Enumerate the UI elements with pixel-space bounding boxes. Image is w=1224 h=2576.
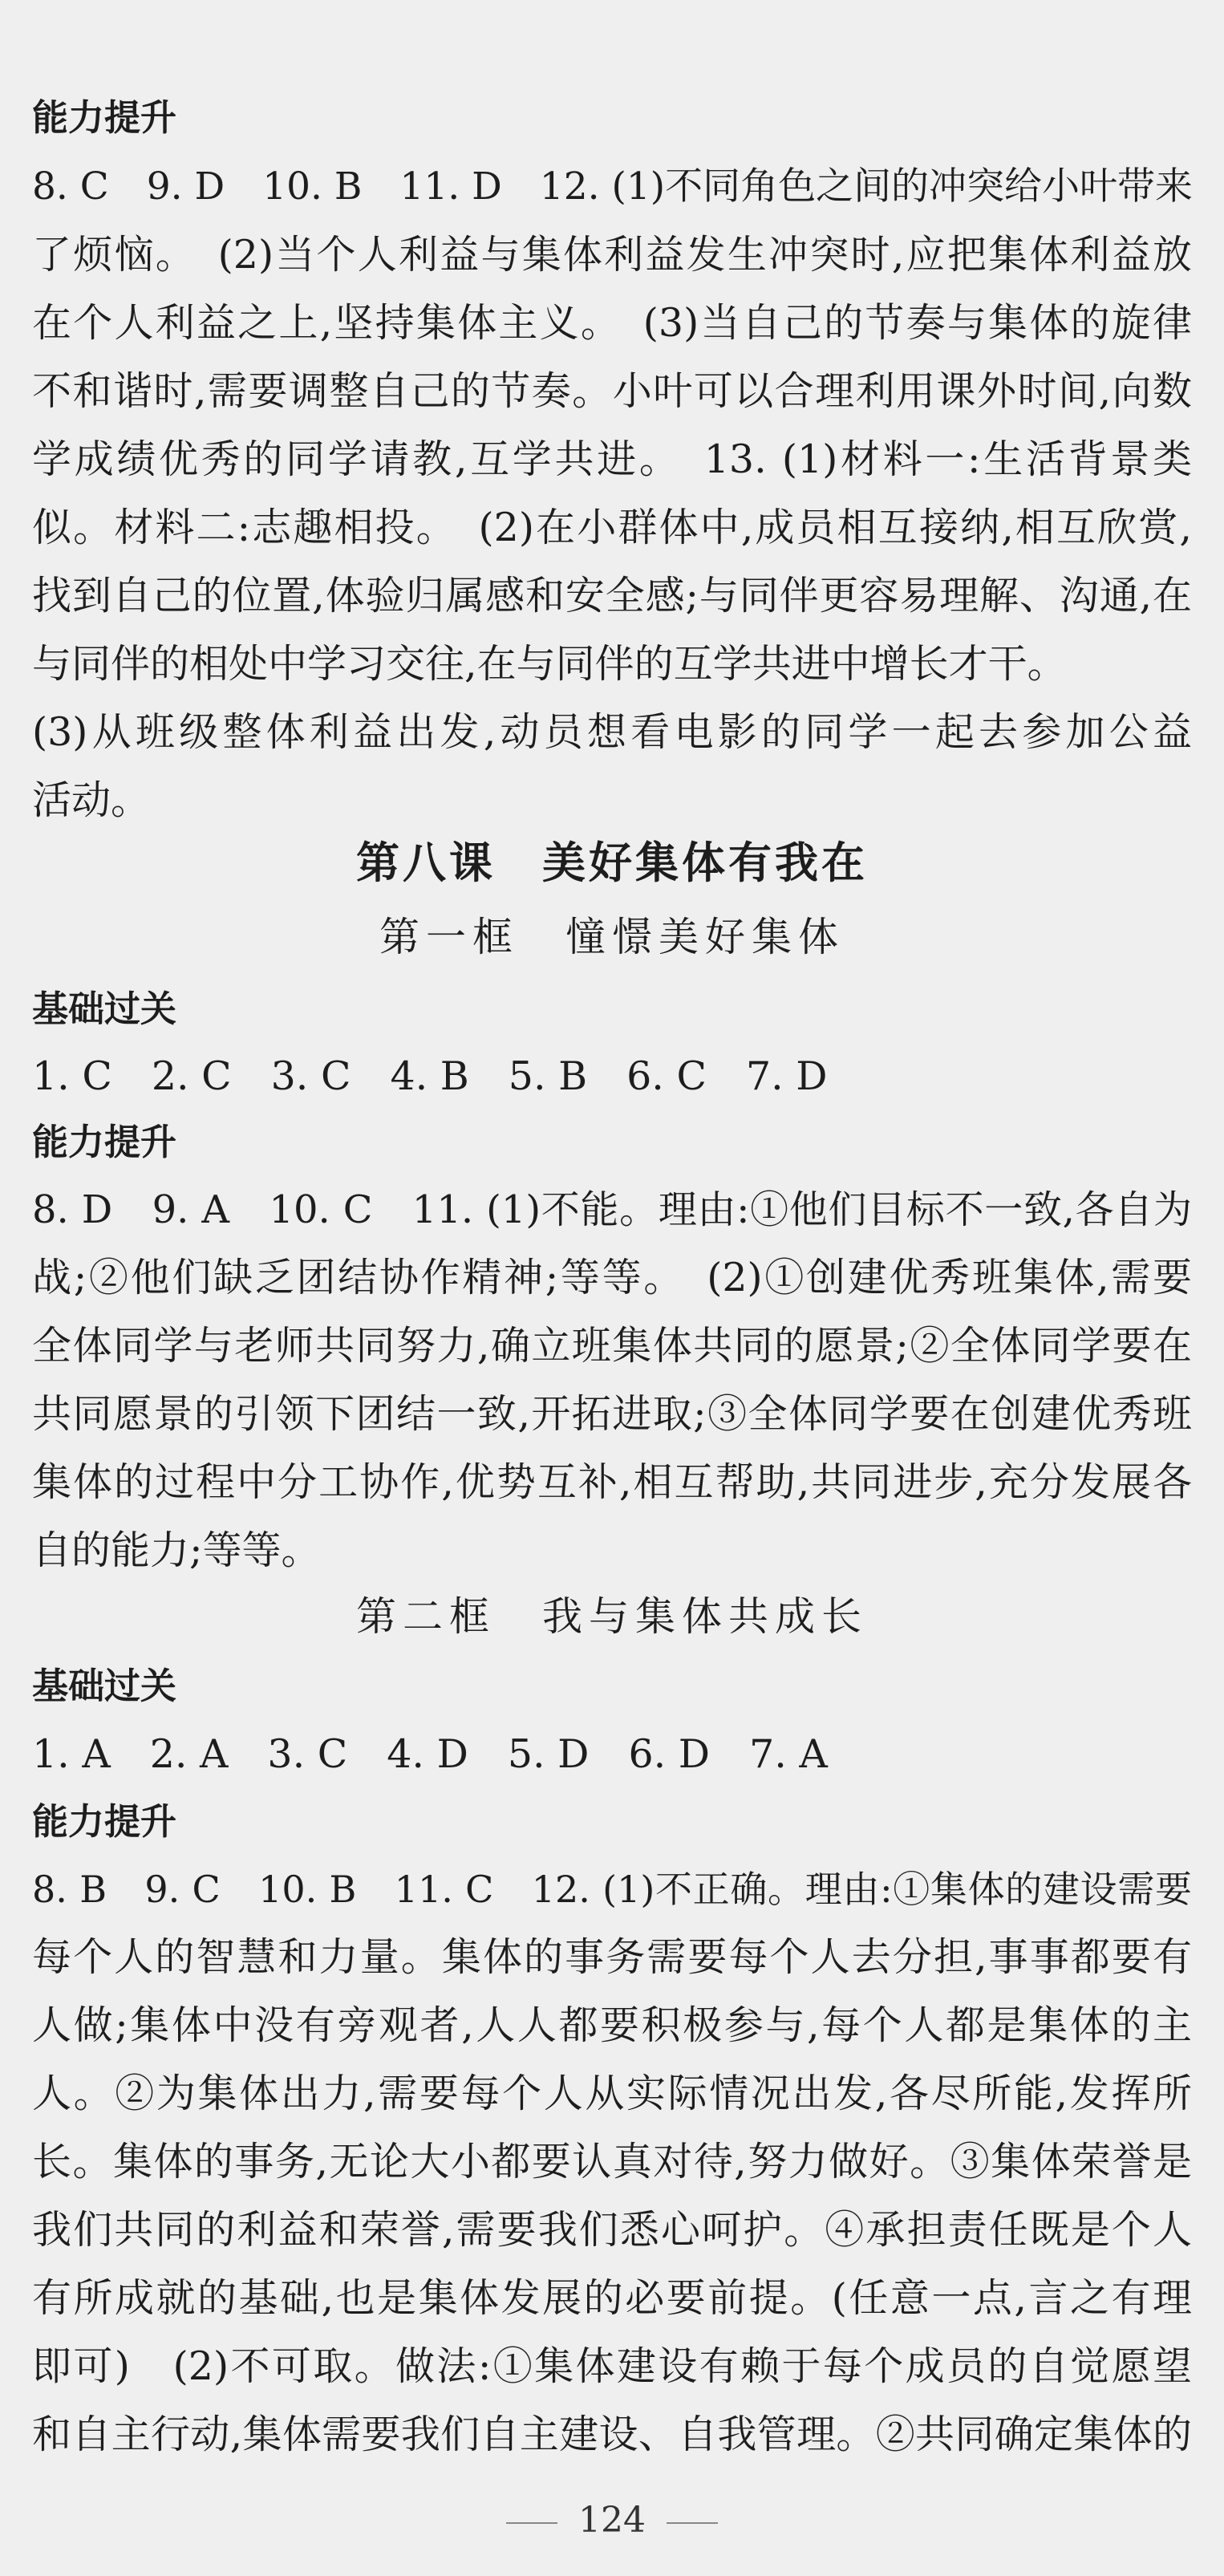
answer-line: 8. D 9. A 10. C 11. (1)不能。理由:①他们目标不一致,各自为 (32, 1187, 1192, 1232)
answer-line: 找到自己的位置,体验归属感和安全感;与同伴更容易理解、沟通,在 (32, 573, 1192, 619)
answer-line: 我们共同的利益和荣誉,需要我们悉心呵护。④承担责任既是个人 (32, 2207, 1192, 2253)
answer-line: 似。材料二:志趣相投。 (2)在小群体中,成员相互接纳,相互欣赏, (32, 505, 1192, 550)
answer-line: 8. C 9. D 10. B 11. D 12. (1)不同角色之间的冲突给小叶带来 (32, 164, 1194, 209)
frame-title: 第二框 我与集体共成长 (356, 1593, 868, 1640)
answer-line: 人。②为集体出力,需要每个人从实际情况出发,各尽所能,发挥所 (32, 2071, 1192, 2116)
page-footer (0, 2497, 1224, 2545)
footer-rule-left (506, 2522, 557, 2524)
answer-line: 不和谐时,需要调整自己的节奏。小叶可以合理利用课外时间,向数 (32, 368, 1192, 414)
page-number: 124 (578, 2500, 646, 2541)
answer-line: 集体的过程中分工协作,优势互补,相互帮助,共同进步,充分发展各 (32, 1459, 1192, 1505)
answer-line: 每个人的智慧和力量。集体的事务需要每个人去分担,事事都要有 (32, 1934, 1192, 1980)
frame-title: 第一框 憧憬美好集体 (379, 914, 845, 960)
answer-line: 学成绩优秀的同学请教,互学共进。 13. (1)材料一:生活背景类 (32, 436, 1192, 482)
answer-line: (3)从班级整体利益出发,动员想看电影的同学一起去参加公益 (32, 709, 1192, 755)
answer-line: 共同愿景的引领下团结一致,开拓进取;③全体同学要在创建优秀班 (32, 1391, 1192, 1437)
basic-answers: 1. A 2. A 3. C 4. D 5. D 6. D 7. A (32, 1731, 828, 1777)
basic-answers: 1. C 2. C 3. C 4. B 5. B 6. C 7. D (32, 1053, 828, 1099)
answer-line: 与同伴的相处中学习交往,在与同伴的互学共进中增长才干。 (32, 641, 1067, 687)
answer-line: 和自主行动,集体需要我们自主建设、自我管理。②共同确定集体的 (32, 2412, 1192, 2457)
answer-line: 全体同学与老师共同努力,确立班集体共同的愿景;②全体同学要在 (32, 1323, 1192, 1369)
answer-line: 在个人利益之上,坚持集体主义。 (3)当自己的节奏与集体的旋律 (32, 300, 1192, 346)
answer-line: 即可) (2)不可取。做法:①集体建设有赖于每个成员的自觉愿望 (32, 2343, 1192, 2389)
section-heading-basic: 基础过关 (32, 988, 177, 1030)
answer-line: 8. B 9. C 10. B 11. C 12. (1)不正确。理由:①集体的建设需要 (32, 1868, 1192, 1911)
answer-line: 有所成就的基础,也是集体发展的必要前提。(任意一点,言之有理 (32, 2275, 1192, 2321)
footer-rule-right (667, 2522, 718, 2524)
answer-line: 战;②他们缺乏团结协作精神;等等。 (2)①创建优秀班集体,需要 (32, 1255, 1192, 1300)
answer-line: 活动。 (32, 777, 151, 823)
section-heading-basic: 基础过关 (32, 1665, 177, 1707)
section-heading-ability: 能力提升 (32, 96, 177, 139)
answer-line: 长。集体的事务,无论大小都要认真对待,努力做好。③集体荣誉是 (32, 2139, 1192, 2185)
answer-line: 自的能力;等等。 (32, 1527, 321, 1573)
section-heading-ability: 能力提升 (32, 1121, 177, 1163)
lesson-title: 第八课 美好集体有我在 (356, 838, 868, 888)
answer-line: 了烦恼。 (2)当个人利益与集体利益发生冲突时,应把集体利益放 (32, 232, 1192, 278)
answer-line: 人做;集体中没有旁观者,人人都要积极参与,每个人都是集体的主 (32, 2002, 1192, 2048)
section-heading-ability: 能力提升 (32, 1800, 177, 1843)
